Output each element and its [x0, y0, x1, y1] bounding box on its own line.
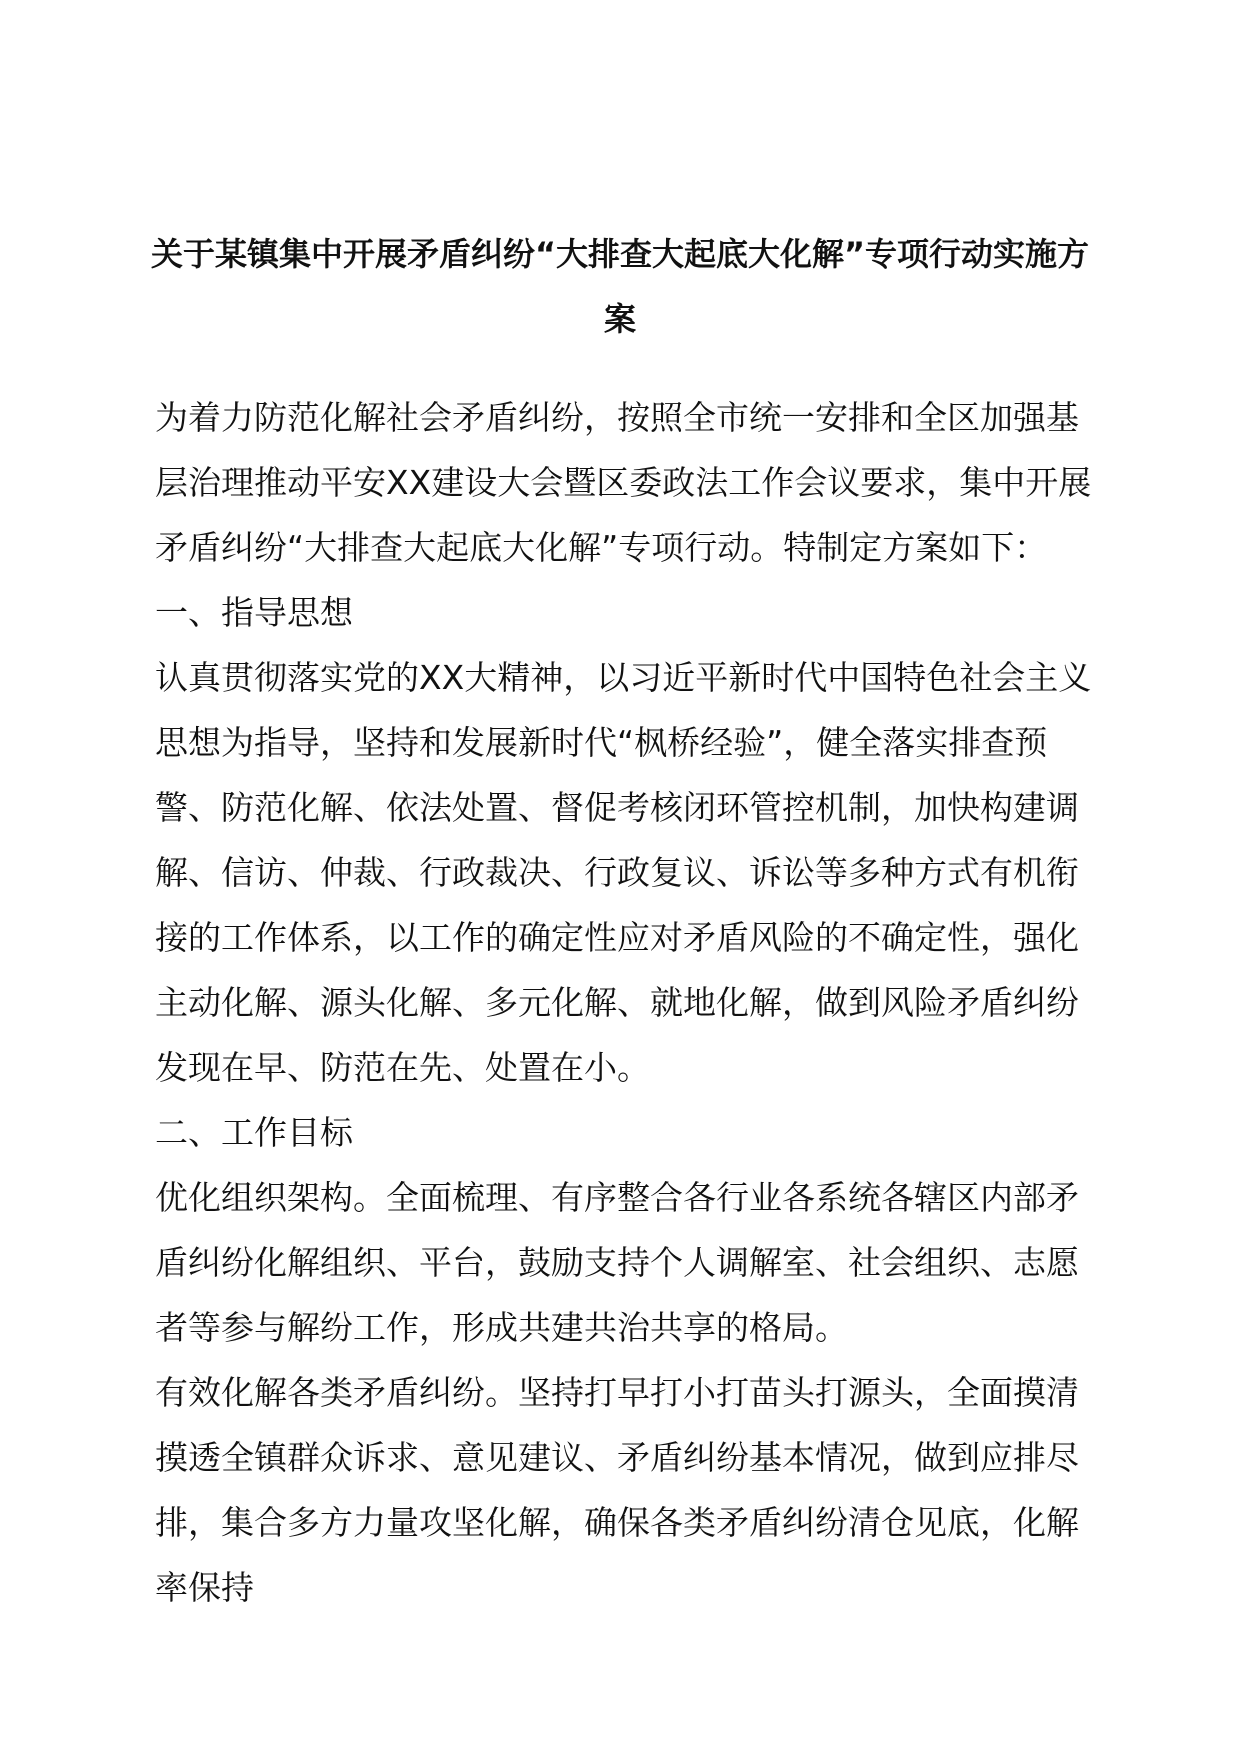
work-goal-paragraph-1: 优化组织架构。全面梳理、有序整合各行业各系统各辖区内部矛盾纠纷化解组织、平台，鼓励支持个人调解室、社会组织、志愿者等参与解纷工作，形成共建共治共享的格局。	[155, 1178, 1079, 1347]
work-goal-paragraph-2: 有效化解各类矛盾纠纷。坚持打早打小打苗头打源头，全面摸清摸透全镇群众诉求、意见建议、矛盾纠纷基本情况，做到应排尽排，集合多方力量攻坚化解，确保各类矛盾纠纷清仓见底，化解率保持	[155, 1373, 1079, 1607]
guiding-ideology-paragraph: 认真贯彻落实党的XX大精神，以习近平新时代中国特色社会主义思想为指导，坚持和发展新时代“枫桥经验”，健全落实排查预警、防范化解、依法处置、督促考核闭环管控机制，加快构建调解、信访、仲裁、行政裁决、行政复议、诉讼等多种方式有机衔接的工作体系，以工作的确定性应对矛盾风险的不确定性，强化主动化解、源头化解、多元化解、就地化解，做到风险矛盾纠纷发现在早、防范在先、处置在小。	[155, 658, 1092, 1087]
document-title: 关于某镇集中开展矛盾纠纷“大排查大起底大化解”专项行动实施方案	[150, 235, 1090, 338]
section-heading-guiding-ideology: 一、指导思想	[155, 593, 353, 632]
intro-paragraph: 为着力防范化解社会矛盾纠纷，按照全市统一安排和全区加强基层治理推动平安XX建设大会暨区委政法工作会议要求，集中开展矛盾纠纷“大排查大起底大化解”专项行动。特制定方案如下：	[155, 398, 1092, 567]
section-heading-work-goals: 二、工作目标	[155, 1113, 353, 1152]
document-body	[155, 385, 1105, 1620]
